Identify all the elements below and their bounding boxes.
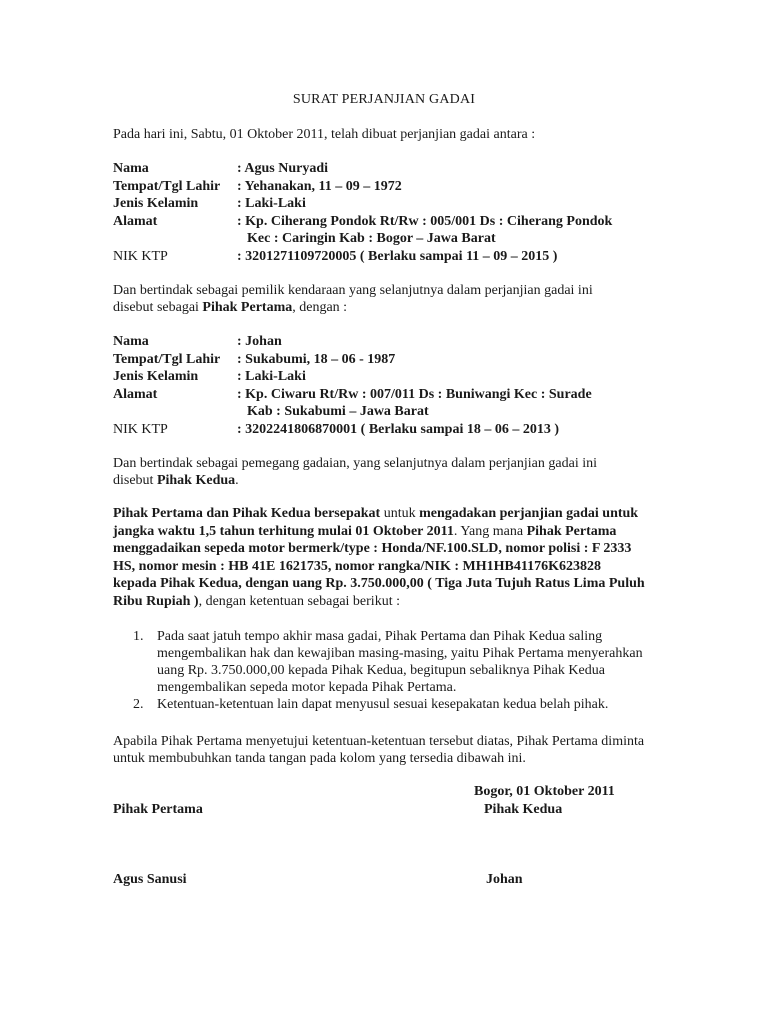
party1-name-row [113, 160, 653, 178]
field-value: : Sukabumi, 18 – 06 - 1987 [237, 351, 396, 367]
list-item [133, 696, 653, 713]
party1-nik-row [113, 248, 653, 266]
agreement-bold-3: Pihak Pertama menggadaikan sepeda motor bermerk/type : Honda/NF.100.SLD, nomor polisi : F 2333 HS, nomor mesin : HB 41E 1621735, nomor rangka/NIK : MH1HB41176K623828 kepada Pihak Kedua, dengan uang Rp. 3.750.000,00 ( Tiga Juta Tujuh Ratus Lima Puluh Ribu Rupiah ) [113, 523, 645, 609]
role1-line1: Dan bertindak sebagai pemilik kendaraan yang selanjutnya dalam perjanjian gadai ini [113, 283, 593, 298]
closing-paragraph: Apabila Pihak Pertama menyetujui ketentuan-ketentuan tersebut diatas, Pihak Pertama diminta untuk membubuhkan tanda tangan pada kolom yang tersedia dibawah ini. [113, 734, 645, 766]
role2-text: disebut [113, 473, 157, 488]
role1-text: disebut sebagai [113, 300, 203, 315]
agreement-text-1: untuk [380, 506, 420, 521]
role2-line2 [113, 472, 653, 489]
role2-party-name: Pihak Kedua [156, 473, 236, 488]
party1-address-row-2 [113, 230, 653, 248]
party1-fields [113, 160, 653, 265]
party2-name-row [113, 333, 653, 351]
party2-birth-row [113, 351, 653, 369]
field-value: : Kp. Ciherang Pondok Rt/Rw : 005/001 Ds : Ciherang Pondok [237, 213, 613, 229]
signature-left-role: Pihak Pertama [113, 802, 203, 817]
role2-line1: Dan bertindak sebagai pemegang gadaian, yang selanjutnya dalam perjanjian gadai ini [113, 456, 597, 471]
party1-address-row [113, 213, 653, 231]
field-label: Jenis Kelamin [113, 369, 199, 384]
list-item-number: 1. [133, 629, 144, 644]
field-value: : Laki-Laki [237, 369, 306, 384]
list-item-number: 2. [133, 697, 144, 712]
party1-gender-row [113, 195, 653, 213]
party1-birth-row [113, 178, 653, 196]
field-label: Tempat/Tgl Lahir [113, 351, 221, 367]
signature-left-name: Agus Sanusi [113, 872, 187, 887]
role1-paragraph [113, 282, 653, 316]
field-label: NIK KTP [113, 421, 168, 437]
field-label: Tempat/Tgl Lahir [113, 178, 221, 194]
field-label: Alamat [113, 386, 158, 402]
field-value: : Agus Nuryadi [237, 161, 329, 176]
list-item-text: Ketentuan-ketentuan lain dapat menyusul sesuai kesepakatan kedua belah pihak. [157, 697, 609, 712]
party2-address-row [113, 386, 653, 404]
field-value: : Laki-Laki [237, 196, 306, 211]
field-value-cont: Kec : Caringin Kab : Bogor – Jawa Barat [247, 231, 496, 246]
field-value: : 3201271109720005 ( Berlaku sampai 11 – 09 – 2015 ) [237, 248, 558, 264]
field-value: : Yehanakan, 11 – 09 – 1972 [237, 178, 402, 194]
party2-address-row-2 [113, 403, 653, 421]
document-title: SURAT PERJANJIAN GADAI [292, 92, 476, 107]
field-label: Nama [113, 334, 149, 349]
role2-paragraph [113, 455, 653, 489]
intro-paragraph: Pada hari ini, Sabtu, 01 Oktober 2011, telah dibuat perjanjian gadai antara : [113, 127, 536, 142]
signature-right-name: Johan [486, 872, 523, 887]
party2-fields [113, 333, 653, 438]
terms-list [133, 628, 653, 713]
party2-nik-row [113, 421, 653, 439]
field-label: Nama [113, 161, 149, 176]
field-value: : Johan [237, 334, 282, 349]
list-item-text: Pada saat jatuh tempo akhir masa gadai, Pihak Pertama dan Pihak Kedua saling mengembalikan hak dan kewajiban masing-masing, yaitu Pihak Pertama menyerahkan uang Rp. 3.750.000,00 kepada Pihak Kedua, begitupun sebaliknya Pihak Kedua mengembalikan sepeda motor kepada Pihak Pertama. [157, 629, 643, 695]
signature-place-date: Bogor, 01 Oktober 2011 [474, 784, 615, 799]
field-label: NIK KTP [113, 248, 168, 264]
signature-right-role: Pihak Kedua [484, 802, 563, 817]
party2-gender-row [113, 368, 653, 386]
field-value: : 3202241806870001 ( Berlaku sampai 18 – 06 – 2013 ) [237, 421, 559, 437]
agreement-paragraph [113, 505, 645, 611]
list-item [133, 628, 653, 696]
agreement-text-2: . Yang mana [453, 523, 527, 539]
agreement-text-3: , dengan ketentuan sebagai berikut : [198, 593, 400, 609]
role2-text-end: . [235, 473, 239, 488]
role1-line2 [113, 299, 653, 316]
agreement-bold-2: mengadakan perjanjian gadai untuk jangka waktu 1,5 tahun terhitung mulai 01 Oktober 2011 [113, 506, 639, 539]
field-value-cont: Kab : Sukabumi – Jawa Barat [247, 404, 429, 419]
role1-text-end: , dengan : [292, 300, 348, 315]
field-label: Jenis Kelamin [113, 196, 199, 211]
field-label: Alamat [113, 213, 158, 229]
field-value: : Kp. Ciwaru Rt/Rw : 007/011 Ds : Buniwangi Kec : Surade [237, 386, 592, 402]
role1-party-name: Pihak Pertama [202, 300, 293, 315]
agreement-bold-1: Pihak Pertama dan Pihak Kedua bersepakat [113, 506, 381, 521]
